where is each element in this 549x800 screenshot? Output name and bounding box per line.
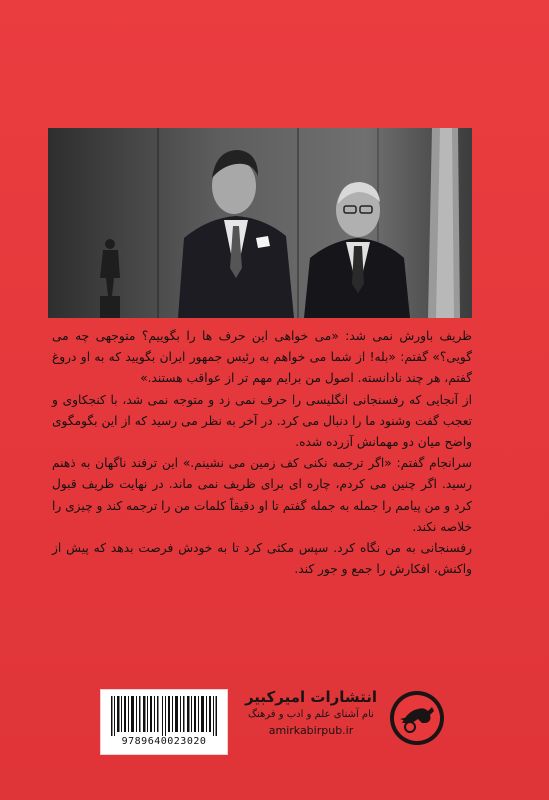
publisher-footer bbox=[0, 675, 549, 765]
publisher-logo bbox=[388, 689, 446, 747]
publisher-tagline: نام آشنای علم و ادب و فرهنگ bbox=[248, 709, 374, 720]
cover-photo bbox=[48, 128, 472, 318]
excerpt-paragraph: ظریف باورش نمی شد: «می خواهی این حرف ها را بگوییم؟ متوجهی چه می گویی؟» گفتم: «بله! از شما می خواهم به رئیس جمهور ایران بگویید که به او دروغ گفتم، هر چند نادانسته. اصول من برایم مهم تر از عواقب هستند.» bbox=[52, 329, 472, 386]
back-cover-excerpt bbox=[52, 326, 472, 580]
publisher-url: amirkabirpub.ir bbox=[268, 724, 354, 737]
publisher-name: انتشارات امیرکبیر bbox=[244, 688, 378, 706]
isbn-number: 9789640023020 bbox=[121, 736, 207, 747]
excerpt-paragraph: سرانجام گفتم: «اگر ترجمه نکنی کف زمین می نشینم.» این ترفند ناگهان به ذهنم رسید. اگر چنین می کردم، چاره ای برای ظریف نمی ماند. در نهایت ظریف قبول کرد و من پیامم را جمله به جمله گفتم تا او دقیقاً کلمات من را ترجمه کند و چیزی را خلاصه نکند. bbox=[52, 456, 472, 534]
excerpt-paragraph: از آنجایی که رفسنجانی انگلیسی را حرف نمی زد و متوجه نمی شد، با کنجکاوی و تعجب گفت وشنود ما را دنبال می کرد. در آخر به نظر می رسید که از این بگومگوی واضح میان دو مهمانش آزرده شده. bbox=[52, 392, 472, 450]
isbn-barcode bbox=[100, 689, 228, 755]
excerpt-paragraph: رفسنجانی به من نگاه کرد. سپس مکثی کرد تا به خودش فرصت بدهد که پیش از واکنش، افکارش را جمع و جور کند. bbox=[52, 541, 472, 577]
barcode-bars bbox=[111, 696, 217, 736]
photo-two-men bbox=[48, 128, 472, 318]
publisher-info bbox=[236, 687, 386, 739]
